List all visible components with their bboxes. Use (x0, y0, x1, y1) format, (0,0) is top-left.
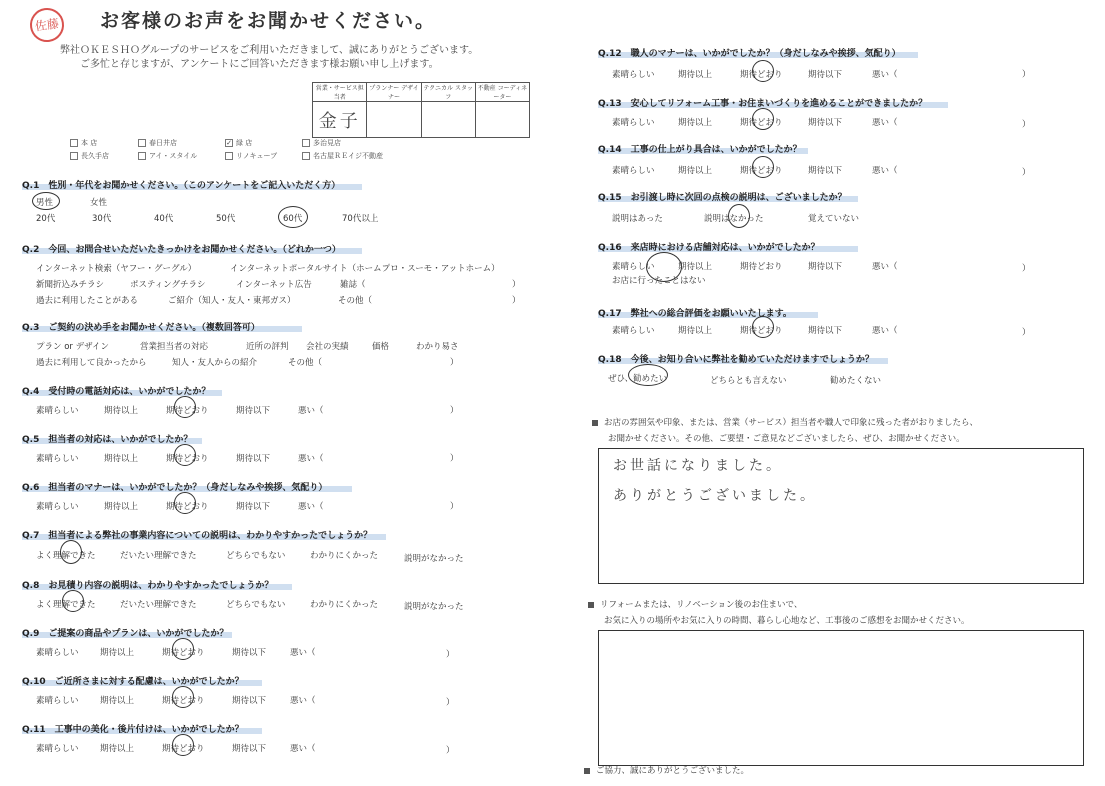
bullet-square-icon (584, 768, 590, 774)
branch-checkbox-renocube[interactable]: リノキューブ (225, 151, 277, 161)
option[interactable]: 期待どおり (162, 744, 205, 754)
option[interactable]: お店に行ったことはない (612, 276, 706, 286)
answer-circle (752, 108, 774, 130)
bullet-square-icon (588, 602, 594, 608)
option[interactable]: 女性 (90, 198, 108, 208)
option[interactable]: 期待以上 (678, 326, 713, 336)
question-q1: Q.1 性別・年代をお聞かせください。（このアンケートをご記入いただく方） (22, 181, 341, 191)
option[interactable]: わかり易さ (416, 342, 459, 352)
option[interactable]: 説明がなかった (404, 554, 464, 564)
option[interactable]: 期待以上 (678, 70, 713, 80)
handwritten-answer-line-1: お世話になりました。 (613, 458, 783, 474)
question-q4: Q.4 受付時の電話対応は、いかがでしたか？ (22, 387, 211, 397)
option-paren-close: ） (446, 650, 455, 660)
option[interactable]: 期待以下 (808, 118, 843, 128)
option[interactable]: 期待どおり (162, 696, 205, 706)
option[interactable]: だいたい理解できた (120, 551, 197, 561)
option[interactable]: わかりにくかった (310, 600, 379, 610)
option[interactable]: 知人・友人からの紹介 (172, 358, 258, 368)
option[interactable]: 期待どおり (162, 648, 205, 658)
staff-header-realestate: 不動産 コーディネーター (475, 83, 529, 102)
comment2-prompt-1: リフォームまたは、リノベーション後のお住まいで、 (588, 598, 802, 610)
option[interactable]: 期待どおり (740, 262, 783, 272)
option[interactable]: 悪い（ (290, 744, 316, 754)
option[interactable]: 会社の実績 (306, 342, 349, 352)
option[interactable]: インターネット広告 (236, 280, 312, 290)
option[interactable]: よく理解できた (36, 551, 96, 561)
answer-circle (62, 590, 84, 612)
comment-prompt-2: お聞かせください。その他、ご要望・ご意見などございましたら、ぜひ、お聞かせください。 (608, 434, 965, 444)
staff-table (312, 82, 530, 138)
question-q14: Q.14 工事の仕上がり具合は、いかがでしたか？ (598, 145, 802, 155)
answer-circle (752, 60, 774, 82)
seal-stamp (28, 6, 66, 44)
branch-checkbox-realestate[interactable]: 名古屋ＲＥイジ不動産 (302, 151, 383, 161)
option[interactable]: 期待以下 (808, 166, 843, 176)
answer-circle (172, 638, 194, 660)
option[interactable]: インターネット検索（ヤフー・グーグル） (36, 264, 197, 274)
branch-checkbox-kasugai[interactable]: 春日井店 (138, 138, 177, 148)
footer-thanks: ご協力、誠にありがとうございました。 (584, 764, 749, 776)
option[interactable]: 期待どおり (740, 118, 783, 128)
option[interactable]: 60代 (283, 214, 303, 224)
option[interactable]: 悪い（ (298, 454, 324, 464)
option[interactable]: 素晴らしい (612, 262, 655, 272)
option[interactable]: 期待以上 (104, 502, 139, 512)
answer-circle (174, 492, 196, 514)
option[interactable]: 素晴らしい (36, 744, 79, 754)
option[interactable]: 価格 (372, 342, 390, 352)
option[interactable]: 新聞折込みチラシ (36, 280, 105, 290)
answer-circle (172, 686, 194, 708)
option[interactable]: 素晴らしい (36, 406, 79, 416)
option[interactable]: 素晴らしい (612, 118, 655, 128)
option[interactable]: 悪い（ (872, 326, 898, 336)
branch-checkbox-tajimi[interactable]: 多治見店 (302, 138, 341, 148)
option-paren-close: ） (446, 746, 455, 756)
comment-prompt-1: お店の雰囲気や印象、または、営業（サービス）担当者や職人で印象に残った者がおりましたら、 (592, 416, 978, 428)
answer-circle (174, 444, 196, 466)
option[interactable]: 悪い（ (872, 262, 898, 272)
option[interactable]: 期待以上 (100, 744, 135, 754)
option[interactable]: 期待どおり (166, 502, 209, 512)
answer-circle (752, 316, 774, 338)
bullet-square-icon (592, 420, 598, 426)
option[interactable]: 近所の評判 (246, 342, 289, 352)
staff-planner-name (367, 102, 421, 138)
option[interactable]: 過去に利用したことがある (36, 296, 139, 306)
option[interactable]: 期待どおり (166, 454, 209, 464)
option[interactable]: 期待どおり (740, 326, 783, 336)
checkbox-icon (70, 139, 78, 147)
option[interactable]: だいたい理解できた (120, 600, 197, 610)
question-q15: Q.15 お引渡し時に次回の点検の説明は、ございましたか？ (598, 193, 847, 203)
option[interactable]: 期待以上 (678, 118, 713, 128)
option-paren-close: ） (450, 358, 459, 368)
option-paren-close: ） (1022, 120, 1031, 130)
question-q9: Q.9 ご提案の商品やプランは、いかがでしたか？ (22, 629, 229, 639)
option-paren-close: ） (450, 406, 459, 416)
option[interactable]: わかりにくかった (310, 551, 379, 561)
comment2-prompt-2: お気に入りの場所やお気に入りの時間、暮らし心地など、工事後のご感想をお聞かせください。 (604, 616, 970, 626)
option[interactable]: その他（ (288, 358, 323, 368)
option[interactable]: どちらでもない (226, 551, 286, 561)
question-q2: Q.2 今回、お問合せいただいたきっかけをお聞かせください。（どれか一つ） (22, 245, 341, 255)
option-paren-close: ） (1022, 264, 1031, 274)
option[interactable]: 期待以上 (104, 406, 139, 416)
option[interactable]: 素晴らしい (36, 502, 79, 512)
handwritten-answer-line-2: ありがとうございました。 (613, 488, 817, 504)
question-q10: Q.10 ご近所さまに対する配慮は、いかがでしたか？ (22, 677, 244, 687)
page-title: お客様のお声をお聞かせください。 (100, 10, 437, 32)
option[interactable]: 素晴らしい (36, 696, 79, 706)
branch-checkbox-istyle[interactable]: アイ・スタイル (138, 151, 197, 161)
option[interactable]: 30代 (92, 214, 112, 224)
option[interactable]: どちらとも言えない (710, 376, 787, 386)
branch-checkbox-nagakute[interactable]: 長久手店 (70, 151, 109, 161)
staff-header-sales: 営業・サービス担当者 (313, 83, 367, 102)
question-q13: Q.13 安心してリフォーム工事・お住まいづくりを進めることができましたか？ (598, 99, 928, 109)
option[interactable]: 説明はあった (612, 214, 663, 224)
option[interactable]: 期待以下 (808, 326, 843, 336)
option[interactable]: 期待以下 (232, 744, 267, 754)
comment-box-1[interactable] (598, 448, 1084, 584)
option[interactable]: 悪い（ (298, 502, 324, 512)
option-paren-close: ） (512, 296, 521, 306)
option[interactable]: 悪い（ (872, 70, 898, 80)
option-paren-close: ） (450, 454, 459, 464)
checkbox-icon (302, 139, 310, 147)
answer-circle (628, 364, 668, 386)
answer-circle (174, 396, 196, 418)
option[interactable]: 悪い（ (298, 406, 324, 416)
option[interactable]: 素晴らしい (612, 166, 655, 176)
question-q11: Q.11 工事中の美化・後片付けは、いかがでしたか？ (22, 725, 244, 735)
option[interactable]: 期待以下 (808, 70, 843, 80)
option[interactable]: 悪い（ (290, 648, 316, 658)
option[interactable]: 期待以上 (104, 454, 139, 464)
option-paren-close: ） (512, 280, 521, 290)
option[interactable]: 期待以上 (678, 262, 713, 272)
answer-circle (752, 156, 774, 178)
option[interactable]: 過去に利用して良かったから (36, 358, 147, 368)
option[interactable]: 期待以上 (100, 696, 135, 706)
answer-circle (32, 192, 60, 210)
option[interactable]: 営業担当者の対応 (140, 342, 209, 352)
option[interactable]: 悪い（ (290, 696, 316, 706)
comment-box-2[interactable] (598, 630, 1084, 766)
option-paren-close: ） (446, 698, 455, 708)
staff-header-technical: テクニカル スタッフ (421, 83, 475, 102)
option[interactable]: 素晴らしい (36, 648, 79, 658)
option[interactable]: 雑誌（ (340, 280, 366, 290)
option-paren-close: ） (1022, 328, 1031, 338)
staff-realestate-name (475, 102, 529, 138)
answer-circle (728, 204, 750, 228)
answer-circle (172, 734, 194, 756)
checkbox-icon (225, 152, 233, 160)
checkbox-icon (302, 152, 310, 160)
option[interactable]: どちらでもない (226, 600, 286, 610)
option[interactable]: 期待以下 (232, 696, 267, 706)
checkbox-icon (138, 152, 146, 160)
staff-header-planner: プランナー デザイナー (367, 83, 421, 102)
answer-circle (278, 206, 308, 228)
branch-checkbox-midori[interactable]: ✓ 緑 店 (226, 139, 253, 147)
option[interactable]: 覚えていない (808, 214, 860, 224)
checkbox-icon: ✓ (226, 139, 232, 147)
option[interactable]: 説明はなかった (704, 214, 764, 224)
question-q12: Q.12 職人のマナーは、いかがでしたか？（身だしなみや挨拶、気配り） (598, 49, 901, 59)
staff-technical-name (421, 102, 475, 138)
checkbox-icon (138, 139, 146, 147)
option[interactable]: 期待どおり (166, 406, 209, 416)
option-paren-close: ） (450, 502, 459, 512)
option[interactable]: 期待どおり (740, 70, 783, 80)
option[interactable]: 50代 (216, 214, 236, 224)
intro-line-1: 弊社ＯＫＥＳＨＯグループのサービスをご利用いただきまして、誠にありがとうございます。 (60, 45, 479, 56)
option[interactable]: 期待以下 (236, 454, 271, 464)
option[interactable]: 期待以上 (678, 166, 713, 176)
option[interactable]: 期待どおり (740, 166, 783, 176)
option[interactable]: 70代以上 (342, 214, 379, 224)
option[interactable]: 40代 (154, 214, 174, 224)
question-q3: Q.3 ご契約の決め手をお聞かせください。（複数回答可） (22, 323, 260, 333)
option[interactable]: 悪い（ (872, 166, 898, 176)
question-q16: Q.16 来店時における店舗対応は、いかがでしたか？ (598, 243, 820, 253)
option[interactable]: 期待以下 (236, 406, 271, 416)
option[interactable]: 悪い（ (872, 118, 898, 128)
option[interactable]: 男性 (36, 198, 54, 208)
question-q18: Q.18 今後、お知り合いに弊社を勧めていただけますでしょうか？ (598, 355, 874, 365)
option[interactable]: インターネットポータルサイト（ホームプロ・スーモ・アットホーム） (230, 264, 500, 274)
option[interactable]: ポスティングチラシ (130, 280, 206, 290)
option[interactable]: ぜひ、勧めたい (608, 374, 668, 384)
branch-checkbox-honten[interactable]: 本 店 (70, 138, 97, 148)
answer-circle (646, 252, 682, 282)
question-q5: Q.5 担当者の対応は、いかがでしたか？ (22, 435, 193, 445)
option[interactable]: 20代 (36, 214, 56, 224)
question-q8: Q.8 お見積り内容の説明は、わかりやすかったでしょうか？ (22, 581, 274, 591)
option-paren-close: ） (1022, 168, 1031, 178)
question-q17: Q.17 弊社への総合評価をお願いいたします。 (598, 309, 792, 319)
option[interactable]: 期待以下 (232, 648, 267, 658)
option[interactable]: 説明がなかった (404, 602, 464, 612)
question-q7: Q.7 担当者による弊社の事業内容についての説明は、わかりやすかったでしょうか？ (22, 531, 373, 541)
option[interactable]: 期待以上 (100, 648, 135, 658)
option[interactable]: 期待以下 (236, 502, 271, 512)
option[interactable]: よく理解できた (36, 600, 96, 610)
intro-line-2: ご多忙と存じますが、アンケートにご回答いただきます様お願い申し上げます。 (80, 59, 439, 70)
option[interactable]: その他（ (338, 296, 373, 306)
option[interactable]: 期待以下 (808, 262, 843, 272)
question-q6: Q.6 担当者のマナーは、いかがでしたか？（身だしなみや挨拶、気配り） (22, 483, 328, 493)
checkbox-icon (70, 152, 78, 160)
option[interactable]: プラン or デザイン (36, 342, 110, 352)
answer-circle (60, 540, 82, 564)
option[interactable]: 素晴らしい (36, 454, 79, 464)
seal-text: 佐藤 (34, 16, 60, 34)
option[interactable]: 勧めたくない (830, 376, 882, 386)
option-paren-close: ） (1022, 70, 1031, 80)
staff-sales-name: 金子 (313, 102, 367, 138)
option[interactable]: 素晴らしい (612, 326, 655, 336)
option[interactable]: ご紹介（知人・友人・東邦ガス） (168, 296, 296, 306)
option[interactable]: 素晴らしい (612, 70, 655, 80)
